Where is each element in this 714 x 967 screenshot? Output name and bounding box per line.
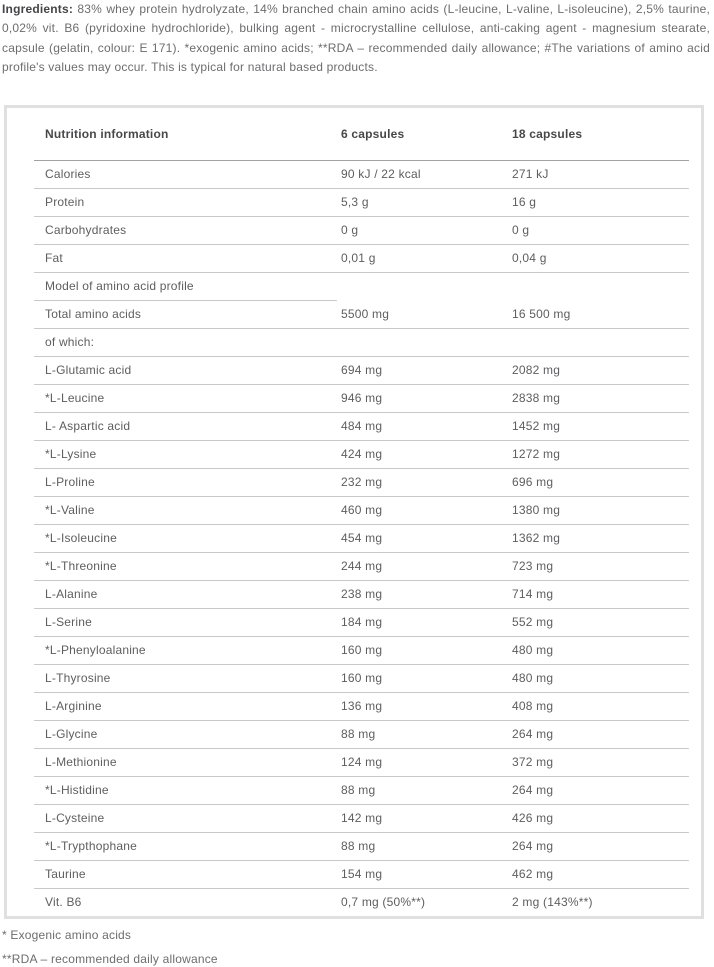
row-value-18-capsules: 264 mg	[512, 727, 554, 741]
row-label: *L-Isoleucine	[45, 531, 117, 545]
table-row	[7, 776, 701, 804]
ingredients-text: 83% whey protein hydrolyzate, 14% branched chain amino acids (L-leucine, L-valine, L-isoleucine), 2,5% taurine, 0,02% vit. B6 (pyridoxine hydrochloride), bulking agent - microcrystalline cellulose, anti-caking agent - magnesium stearate, capsule (gelatin, colour: E 171). *exogenic amino acids; **RDA – recommended daily allowance; #The variations of amino acid profile's values may occur. This is typical for natural based products.	[2, 2, 710, 74]
nutrition-table	[4, 105, 704, 919]
row-label: L-Arginine	[45, 699, 102, 713]
table-row	[7, 636, 701, 664]
row-label: *L-Phenyloalanine	[45, 643, 146, 657]
table-header-row	[7, 108, 701, 160]
row-label: L-Methionine	[45, 755, 117, 769]
row-value-18-capsules: 0,04 g	[512, 251, 547, 265]
row-value-6-capsules: 460 mg	[341, 503, 383, 517]
table-row	[7, 160, 701, 188]
table-row	[7, 300, 701, 328]
table-row	[7, 412, 701, 440]
row-value-18-capsules: 264 mg	[512, 783, 554, 797]
table-row	[7, 888, 701, 916]
table-row	[7, 720, 701, 748]
row-value-18-capsules: 1380 mg	[512, 503, 561, 517]
row-value-18-capsules: 2838 mg	[512, 391, 561, 405]
table-row	[7, 468, 701, 496]
row-value-18-capsules: 1362 mg	[512, 531, 561, 545]
row-value-18-capsules: 714 mg	[512, 587, 554, 601]
row-label: *L-Lysine	[45, 447, 97, 461]
row-value-18-capsules: 480 mg	[512, 671, 554, 685]
row-value-18-capsules: 16 500 mg	[512, 307, 571, 321]
row-value-6-capsules: 484 mg	[341, 419, 383, 433]
row-value-6-capsules: 160 mg	[341, 643, 383, 657]
row-value-18-capsules: 552 mg	[512, 615, 554, 629]
row-label: L-Proline	[45, 475, 95, 489]
row-value-18-capsules: 480 mg	[512, 643, 554, 657]
table-row	[7, 860, 701, 888]
table-row	[7, 244, 701, 272]
table-row	[7, 748, 701, 776]
row-value-18-capsules: 16 g	[512, 195, 537, 209]
row-value-6-capsules: 136 mg	[341, 699, 383, 713]
table-row	[7, 552, 701, 580]
table-row	[7, 328, 701, 356]
table-row	[7, 188, 701, 216]
row-label: *L-Leucine	[45, 391, 105, 405]
row-label: Vit. B6	[45, 895, 82, 909]
row-label: L- Aspartic acid	[45, 419, 131, 433]
row-label: Carbohydrates	[45, 223, 127, 237]
row-label: L-Thyrosine	[45, 671, 111, 685]
row-value-6-capsules: 90 kJ / 22 kcal	[341, 167, 421, 181]
row-value-6-capsules: 88 mg	[341, 727, 376, 741]
row-label: *L-Trypthophane	[45, 839, 137, 853]
table-header-18-capsules: 18 capsules	[512, 127, 583, 141]
row-label: *L-Histidine	[45, 783, 109, 797]
footnote-exogenic: * Exogenic amino acids	[2, 928, 132, 942]
row-value-18-capsules: 408 mg	[512, 699, 554, 713]
nutrition-table-body	[7, 160, 701, 916]
row-value-18-capsules: 264 mg	[512, 839, 554, 853]
row-label: Protein	[45, 195, 85, 209]
row-value-18-capsules: 372 mg	[512, 755, 554, 769]
table-row	[7, 692, 701, 720]
row-value-18-capsules: 2082 mg	[512, 363, 561, 377]
row-value-6-capsules: 5,3 g	[341, 195, 369, 209]
row-value-6-capsules: 424 mg	[341, 447, 383, 461]
row-value-6-capsules: 454 mg	[341, 531, 383, 545]
table-row	[7, 608, 701, 636]
table-row	[7, 384, 701, 412]
row-value-6-capsules: 5500 mg	[341, 307, 390, 321]
row-label: L-Serine	[45, 615, 92, 629]
ingredients-label: Ingredients:	[2, 2, 74, 16]
row-value-6-capsules: 232 mg	[341, 475, 383, 489]
row-value-6-capsules: 154 mg	[341, 867, 383, 881]
table-row	[7, 664, 701, 692]
row-label: L-Alanine	[45, 587, 98, 601]
row-value-18-capsules: 696 mg	[512, 475, 554, 489]
row-value-6-capsules: 88 mg	[341, 783, 376, 797]
table-row	[7, 272, 701, 300]
table-row	[7, 832, 701, 860]
row-label: of which:	[45, 335, 95, 349]
row-value-6-capsules: 244 mg	[341, 559, 383, 573]
row-value-18-capsules: 723 mg	[512, 559, 554, 573]
row-value-6-capsules: 946 mg	[341, 391, 383, 405]
row-value-18-capsules: 1452 mg	[512, 419, 561, 433]
row-value-6-capsules: 0,7 mg (50%**)	[341, 895, 426, 909]
ingredients-paragraph	[2, 0, 710, 77]
row-label: Calories	[45, 167, 91, 181]
row-value-6-capsules: 0 g	[341, 223, 359, 237]
table-row	[7, 356, 701, 384]
row-value-18-capsules: 426 mg	[512, 811, 554, 825]
table-row	[7, 804, 701, 832]
row-value-18-capsules: 0 g	[512, 223, 530, 237]
table-header-nutrition-information: Nutrition information	[45, 127, 169, 141]
row-value-6-capsules: 238 mg	[341, 587, 383, 601]
table-row	[7, 524, 701, 552]
row-label: Total amino acids	[45, 307, 142, 321]
row-label: L-Cysteine	[45, 811, 105, 825]
table-row	[7, 440, 701, 468]
row-label: Taurine	[45, 867, 86, 881]
row-label: L-Glycine	[45, 727, 98, 741]
row-value-6-capsules: 184 mg	[341, 615, 383, 629]
footnote-rda: **RDA – recommended daily allowance	[2, 952, 218, 966]
row-value-18-capsules: 2 mg (143%**)	[512, 895, 593, 909]
row-label: Fat	[45, 251, 63, 265]
table-row	[7, 580, 701, 608]
row-value-6-capsules: 160 mg	[341, 671, 383, 685]
row-value-18-capsules: 462 mg	[512, 867, 554, 881]
row-value-18-capsules: 1272 mg	[512, 447, 561, 461]
row-label: *L-Threonine	[45, 559, 117, 573]
row-value-6-capsules: 88 mg	[341, 839, 376, 853]
row-value-6-capsules: 694 mg	[341, 363, 383, 377]
table-header-6-capsules: 6 capsules	[341, 127, 405, 141]
table-row	[7, 216, 701, 244]
row-value-6-capsules: 124 mg	[341, 755, 383, 769]
row-label: L-Glutamic acid	[45, 363, 132, 377]
row-label: Model of amino acid profile	[45, 279, 194, 293]
row-label: *L-Valine	[45, 503, 95, 517]
row-value-6-capsules: 0,01 g	[341, 251, 376, 265]
row-value-6-capsules: 142 mg	[341, 811, 383, 825]
table-row	[7, 496, 701, 524]
row-value-18-capsules: 271 kJ	[512, 167, 549, 181]
